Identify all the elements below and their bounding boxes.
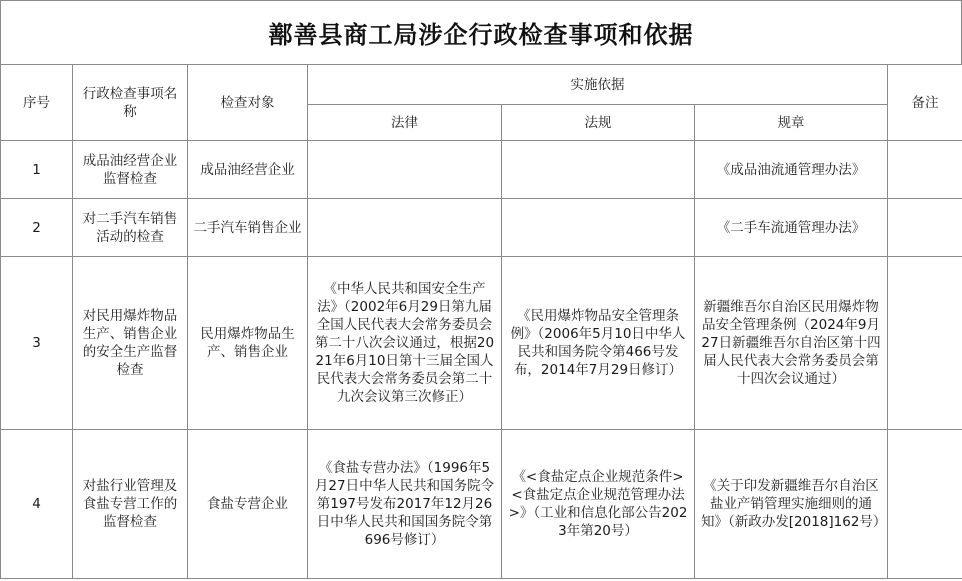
row-rule: 《成品油流通管理办法》	[695, 141, 888, 199]
header-seq: 序号	[1, 65, 73, 141]
header-rule: 规章	[695, 105, 888, 141]
row-law	[308, 199, 502, 257]
row-remark	[888, 199, 962, 257]
row-target: 成品油经营企业	[188, 141, 308, 199]
row-seq: 2	[1, 199, 73, 257]
row-regulation	[502, 141, 695, 199]
table-row	[1, 199, 962, 257]
row-rule: 新疆维吾尔自治区民用爆炸物品安全管理条例（2024年9月27日新疆维吾尔自治区第十四届人民代表大会常务委员会第十四次会议通过）	[695, 257, 888, 430]
row-remark	[888, 430, 962, 579]
row-regulation	[502, 199, 695, 257]
row-item: 对盐行业管理及食盐专营工作的监督检查	[73, 430, 188, 579]
header-regulation: 法规	[502, 105, 695, 141]
table-row	[1, 257, 962, 430]
row-target: 二手汽车销售企业	[188, 199, 308, 257]
row-law: 《食盐专营办法》（1996年5月27日中华人民共和国务院令第197号发布2017年12月26日中华人民共和国国务院令第696号修订）	[308, 430, 502, 579]
row-item: 对二手汽车销售活动的检查	[73, 199, 188, 257]
row-law: 《中华人民共和国安全生产法》（2002年6月29日第九届全国人民代表大会常务委员会第二十八次会议通过，根据2021年6月10日第十三届全国人民代表大会常务委员会第二十九次会议第三次修正）	[308, 257, 502, 430]
header-remark: 备注	[888, 65, 962, 141]
row-regulation: 《<食盐定点企业规范条件><食盐定点企业规范管理办法>》（工业和信息化部公告2023年第20号）	[502, 430, 695, 579]
header-row-1	[1, 65, 962, 105]
header-basis: 实施依据	[308, 65, 888, 105]
row-target: 食盐专营企业	[188, 430, 308, 579]
row-seq: 4	[1, 430, 73, 579]
row-target: 民用爆炸物品生产、销售企业	[188, 257, 308, 430]
row-rule: 《关于印发新疆维吾尔自治区盐业产销管理实施细则的通知》（新政办发[2018]162号）	[695, 430, 888, 579]
title-bar	[0, 0, 962, 64]
header-law: 法律	[308, 105, 502, 141]
row-law	[308, 141, 502, 199]
row-rule: 《二手车流通管理办法》	[695, 199, 888, 257]
header-target: 检查对象	[188, 65, 308, 141]
row-regulation: 《民用爆炸物品安全管理条例》（2006年5月10日中华人民共和国务院令第466号发布，2014年7月29日修订）	[502, 257, 695, 430]
header-item: 行政检查事项名称	[73, 65, 188, 141]
inspection-table	[0, 64, 962, 579]
row-item: 成品油经营企业监督检查	[73, 141, 188, 199]
table-row	[1, 141, 962, 199]
row-remark	[888, 257, 962, 430]
page-title: 鄯善县商工局涉企行政检查事项和依据	[268, 20, 694, 49]
row-seq: 3	[1, 257, 73, 430]
row-item: 对民用爆炸物品生产、销售企业的安全生产监督检查	[73, 257, 188, 430]
row-seq: 1	[1, 141, 73, 199]
table-row	[1, 430, 962, 579]
row-remark	[888, 141, 962, 199]
